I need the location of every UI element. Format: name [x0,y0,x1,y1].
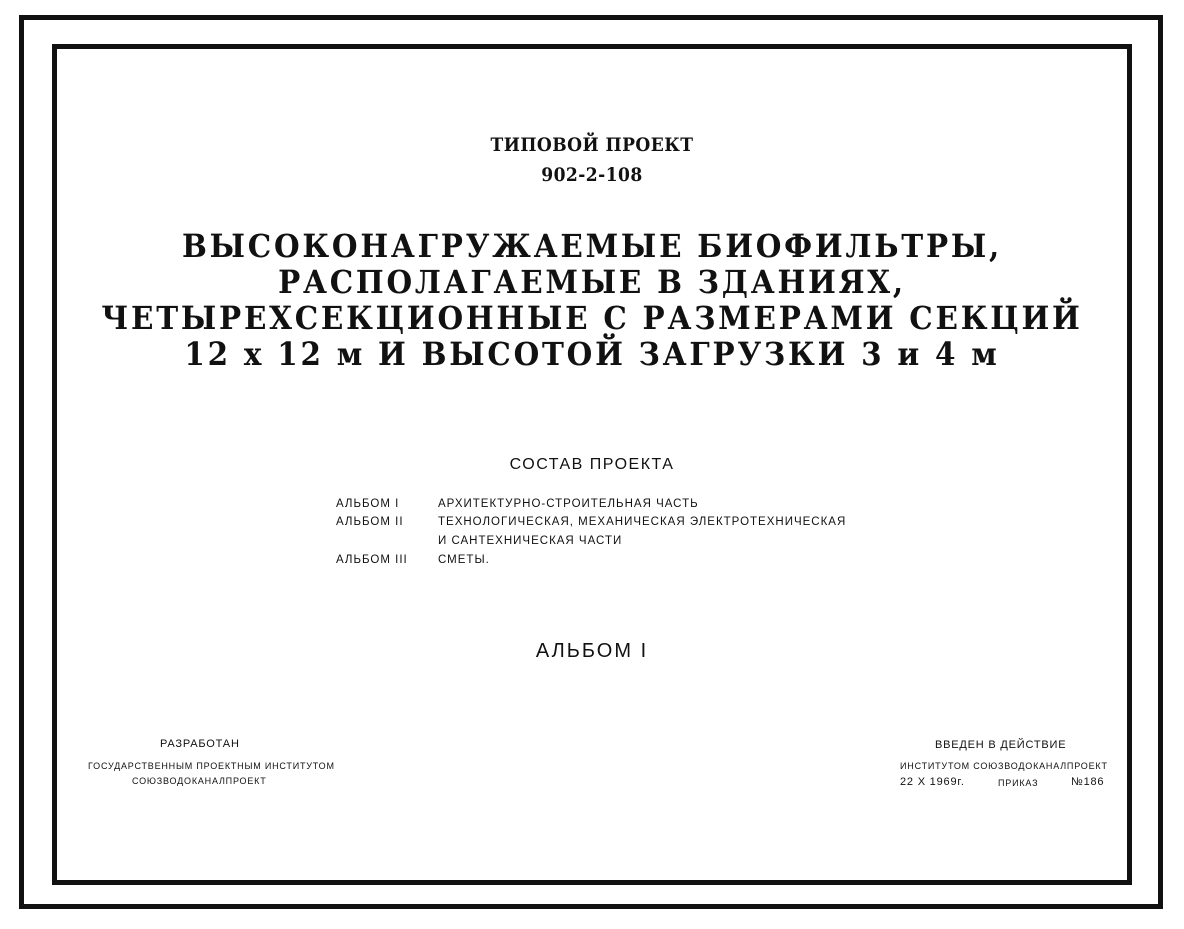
enactment-label: ВВЕДЕН В ДЕЙСТВИЕ [935,739,1067,751]
title-line: РАСПОЛАГАЕМЫЕ В ЗДАНИЯХ, [278,263,906,301]
enactment-date: 22 X 1969г. [900,776,965,788]
developer-organization: ГОСУДАРСТВЕННЫМ ПРОЕКТНЫМ ИНСТИТУТОМ [88,761,335,771]
album-description: И САНТЕХНИЧЕСКАЯ ЧАСТИ [438,535,623,547]
album-description: АРХИТЕКТУРНО-СТРОИТЕЛЬНАЯ ЧАСТЬ [438,498,699,510]
project-number: 902-2-108 [541,164,643,186]
enactment-organization: ИНСТИТУТОМ СОЮЗВОДОКАНАЛПРОЕКТ [900,761,1108,771]
album-name: АЛЬБОМ I [336,498,400,510]
order-number: №186 [1071,776,1105,788]
title-line: ВЫСОКОНАГРУЖАЕМЫЕ БИОФИЛЬТРЫ, [181,227,1003,265]
album-description: ТЕХНОЛОГИЧЕСКАЯ, МЕХАНИЧЕСКАЯ ЭЛЕКТРОТЕХНИЧЕСКАЯ [438,516,847,528]
album-name: АЛЬБОМ III [336,554,408,566]
album-name: АЛЬБОМ II [336,516,404,528]
current-album-label: АЛЬБОМ I [535,640,649,662]
album-description: СМЕТЫ. [438,554,490,566]
developer-label: РАЗРАБОТАН [160,738,240,750]
title-line: ЧЕТЫРЕХСЕКЦИОННЫЕ С РАЗМЕРАМИ СЕКЦИЙ [101,299,1083,337]
composition-heading: СОСТАВ ПРОЕКТА [509,456,675,473]
project-type-label: ТИПОВОЙ ПРОЕКТ [490,134,694,156]
document-title [0,228,1184,372]
developer-institute: СОЮЗВОДОКАНАЛПРОЕКТ [132,776,267,786]
title-line: 12 х 12 м И ВЫСОТОЙ ЗАГРУЗКИ 3 и 4 м [184,335,1000,373]
order-label: ПРИКАЗ [998,778,1039,788]
